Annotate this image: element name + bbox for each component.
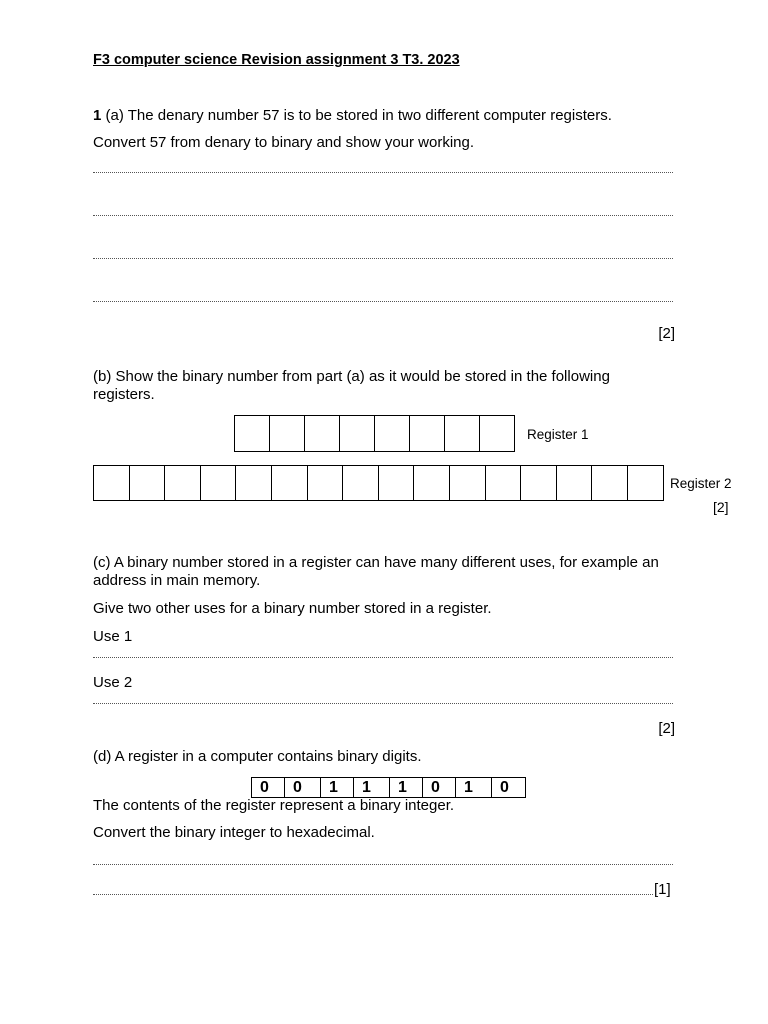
question-1d-text: (d) A register in a computer contains binary digits. xyxy=(93,748,422,765)
register-2-cell[interactable] xyxy=(592,466,628,500)
register-2-cell[interactable] xyxy=(414,466,450,500)
answer-line[interactable] xyxy=(93,894,653,895)
question-1a-prompt: (a) The denary number 57 is to be stored in two different computer registers. xyxy=(101,107,612,124)
marks-1d: [1] xyxy=(654,881,671,898)
marks-1a: [2] xyxy=(658,325,675,342)
question-1b-text: (b) Show the binary number from part (a) as it would be stored in the following registers. xyxy=(93,368,610,403)
bit-cell: 0 xyxy=(500,779,509,796)
register-1-cell[interactable] xyxy=(410,416,445,451)
bit-cell: 0 xyxy=(423,778,456,797)
answer-line[interactable] xyxy=(93,864,673,865)
marks-1c: [2] xyxy=(658,720,675,737)
bit-cell: 1 xyxy=(456,778,492,797)
use-1-answer-line[interactable] xyxy=(93,657,673,658)
register-2-cell[interactable] xyxy=(201,466,237,500)
use-2-answer-line[interactable] xyxy=(93,703,673,704)
register-2-cell[interactable] xyxy=(486,466,522,500)
register-1-cell[interactable] xyxy=(375,416,410,451)
binary-register xyxy=(251,777,526,798)
question-number: 1 xyxy=(93,107,102,124)
use-2-label: Use 2 xyxy=(93,674,133,691)
answer-line[interactable] xyxy=(93,172,673,173)
bit-cell: 0 xyxy=(252,778,285,797)
use-1-label: Use 1 xyxy=(93,628,133,645)
register-2 xyxy=(93,465,664,501)
register-1-label: Register 1 xyxy=(527,427,589,442)
answer-line[interactable] xyxy=(93,215,673,216)
register-2-cell[interactable] xyxy=(521,466,557,500)
bit-cell: 0 xyxy=(285,778,321,797)
register-2-cell[interactable] xyxy=(557,466,593,500)
register-2-cell[interactable] xyxy=(379,466,415,500)
register-2-cell[interactable] xyxy=(130,466,166,500)
page-title: F3 computer science Revision assignment 3 T3. 2023 xyxy=(93,52,460,68)
register-1-cell[interactable] xyxy=(235,416,270,451)
register-1 xyxy=(234,415,515,452)
register-2-cell[interactable] xyxy=(165,466,201,500)
question-1d-statement: The contents of the register represent a binary integer. xyxy=(93,797,455,814)
register-2-cell[interactable] xyxy=(272,466,308,500)
register-2-cell[interactable] xyxy=(343,466,379,500)
register-1-cell[interactable] xyxy=(270,416,305,451)
register-1-cell[interactable] xyxy=(480,416,515,451)
register-1-cell[interactable] xyxy=(305,416,340,451)
register-2-cell[interactable] xyxy=(308,466,344,500)
register-1-cell[interactable] xyxy=(445,416,480,451)
register-2-cell[interactable] xyxy=(236,466,272,500)
answer-line[interactable] xyxy=(93,258,673,259)
register-2-cell[interactable] xyxy=(94,466,130,500)
bit-cell: 1 xyxy=(390,778,423,797)
register-2-label: Register 2 xyxy=(670,476,732,491)
bit-cell: 1 xyxy=(321,778,354,797)
question-1a-text xyxy=(93,107,612,125)
marks-1b: [2] xyxy=(713,499,729,515)
register-2-cell[interactable] xyxy=(628,466,664,500)
question-1c-text: (c) A binary number stored in a register can have many different uses, for example an address in main memory. xyxy=(93,554,659,589)
register-2-cell[interactable] xyxy=(450,466,486,500)
question-1d-instruction: Convert the binary integer to hexadecimal. xyxy=(93,824,375,841)
bit-cell: 1 xyxy=(354,778,390,797)
question-1a-instruction: Convert 57 from denary to binary and show your working. xyxy=(93,134,475,151)
register-1-cell[interactable] xyxy=(340,416,375,451)
question-1c-instruction: Give two other uses for a binary number stored in a register. xyxy=(93,600,492,617)
answer-line[interactable] xyxy=(93,301,673,302)
